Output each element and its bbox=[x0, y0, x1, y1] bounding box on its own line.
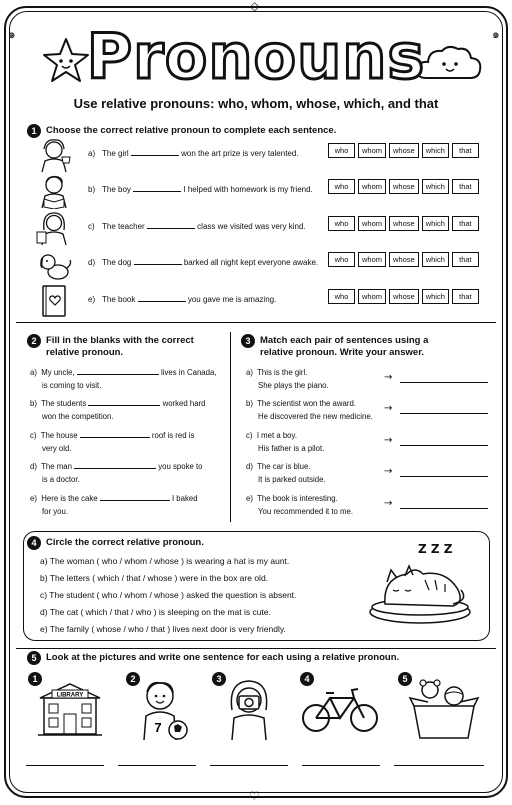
option-which[interactable]: which bbox=[422, 143, 449, 158]
blank-line[interactable] bbox=[74, 468, 156, 469]
fill-in-item: c) The house roof is red is very old. bbox=[30, 431, 195, 453]
fill-in-item: b) The students worked hard won the competition. bbox=[30, 399, 206, 421]
arrow-right-icon: → bbox=[384, 498, 393, 509]
sleep-zzz-icon: Z Z Z bbox=[418, 542, 453, 556]
option-whose[interactable]: whose bbox=[389, 252, 419, 267]
section-number: 1 bbox=[27, 124, 41, 138]
item-label: b) bbox=[88, 185, 96, 194]
item-label: c) bbox=[88, 222, 95, 231]
option-which[interactable]: which bbox=[422, 216, 449, 231]
option-whose[interactable]: whose bbox=[389, 143, 419, 158]
bicycle-icon bbox=[300, 684, 380, 736]
book-icon bbox=[36, 283, 72, 319]
picture-number: 3 bbox=[212, 672, 226, 686]
section-2-heading: 2 Fill in the blanks with the correct relative pronoun. bbox=[27, 335, 227, 361]
answer-line[interactable] bbox=[394, 765, 484, 766]
option-which[interactable]: which bbox=[422, 252, 449, 267]
options-group bbox=[328, 179, 479, 194]
sentence: The boy I helped with homework is my friend. bbox=[102, 185, 313, 194]
section-3-heading: 3 Match each pair of sentences using a relative pronoun. Write your answer. bbox=[241, 335, 491, 361]
option-that[interactable]: that bbox=[452, 179, 479, 194]
sentence: The teacher class we visited was very kind. bbox=[102, 222, 306, 231]
dog-icon bbox=[36, 246, 72, 282]
option-which[interactable]: which bbox=[422, 289, 449, 304]
sentence: The dog barked all night kept everyone awake. bbox=[102, 258, 319, 267]
option-whose[interactable]: whose bbox=[389, 216, 419, 231]
item-label: d) bbox=[88, 258, 96, 267]
option-that[interactable]: that bbox=[452, 143, 479, 158]
blank-line[interactable] bbox=[100, 500, 170, 501]
picture-number: 4 bbox=[300, 672, 314, 686]
match-item: b) The scientist won the award. He discovered the new medicine. bbox=[246, 399, 373, 421]
option-whom[interactable]: whom bbox=[358, 179, 386, 194]
option-whom[interactable]: whom bbox=[358, 216, 386, 231]
option-that[interactable]: that bbox=[452, 216, 479, 231]
section-number: 5 bbox=[27, 651, 41, 665]
question-row bbox=[0, 137, 512, 173]
item-label: e) bbox=[88, 295, 96, 304]
sleeping-cat-icon bbox=[365, 560, 475, 626]
option-who[interactable]: who bbox=[328, 179, 355, 194]
section-number: 2 bbox=[27, 334, 41, 348]
options-group bbox=[328, 216, 479, 231]
girl-with-trophy-icon bbox=[36, 137, 72, 173]
question-row bbox=[0, 210, 512, 246]
library-sign-text: LIBRARY bbox=[56, 692, 84, 699]
circle-item[interactable]: c) The student ( who / whom / whose ) asked the question is absent. bbox=[40, 590, 297, 600]
boy-with-ball-icon bbox=[136, 678, 190, 742]
page-subtitle: Use relative pronouns: who, whom, whose, which, and that bbox=[73, 96, 439, 111]
answer-line[interactable] bbox=[302, 765, 380, 766]
boy-reading-icon bbox=[36, 173, 72, 209]
question-row bbox=[0, 246, 512, 282]
divider bbox=[16, 322, 496, 323]
heart-ornament-icon: ♡ bbox=[249, 789, 260, 803]
option-whom[interactable]: whom bbox=[358, 252, 386, 267]
options-group bbox=[328, 143, 479, 158]
section-4-heading: 4 Circle the correct relative pronoun. bbox=[27, 537, 327, 551]
sentence: The book you gave me is amazing. bbox=[102, 295, 277, 304]
answer-line[interactable] bbox=[400, 508, 488, 509]
match-item: e) The book is interesting. You recommended it to me. bbox=[246, 494, 354, 516]
circle-item[interactable]: e) The family ( whose / who / that ) lives next door is very friendly. bbox=[40, 624, 286, 634]
circle-item[interactable]: a) The woman ( who / whom / whose ) is wearing a hat is my aunt. bbox=[40, 556, 290, 566]
blank-line[interactable] bbox=[138, 301, 186, 302]
blank-line[interactable] bbox=[147, 228, 195, 229]
section-number: 4 bbox=[27, 536, 41, 550]
match-item: a) This is the girl. She plays the piano. bbox=[246, 368, 329, 390]
answer-line[interactable] bbox=[210, 765, 288, 766]
section-1-heading: 1 Choose the correct relative pronoun to complete each sentence. bbox=[27, 125, 487, 139]
blank-line[interactable] bbox=[77, 374, 159, 375]
section-5-heading: 5 Look at the pictures and write one sentence for each using a relative pronoun. bbox=[27, 652, 467, 666]
match-item: c) I met a boy. His father is a pilot. bbox=[246, 431, 325, 453]
blank-line[interactable] bbox=[134, 264, 182, 265]
arrow-right-icon: → bbox=[384, 435, 393, 446]
circle-item[interactable]: b) The letters ( which / that / whose ) were in the box are old. bbox=[40, 573, 269, 583]
option-which[interactable]: which bbox=[422, 179, 449, 194]
option-who[interactable]: who bbox=[328, 289, 355, 304]
option-whose[interactable]: whose bbox=[389, 179, 419, 194]
option-that[interactable]: that bbox=[452, 289, 479, 304]
divider bbox=[16, 648, 496, 649]
answer-line[interactable] bbox=[400, 413, 488, 414]
option-that[interactable]: that bbox=[452, 252, 479, 267]
answer-line[interactable] bbox=[118, 765, 196, 766]
teacher-icon bbox=[36, 210, 72, 246]
option-whom[interactable]: whom bbox=[358, 143, 386, 158]
question-row bbox=[0, 173, 512, 209]
swirl-ornament-icon: ๑ bbox=[8, 27, 16, 41]
diamond-ornament-icon: ◇ bbox=[250, 0, 260, 13]
divider bbox=[230, 332, 231, 522]
blank-line[interactable] bbox=[131, 155, 179, 156]
answer-line[interactable] bbox=[400, 382, 488, 383]
blank-line[interactable] bbox=[133, 191, 181, 192]
swirl-ornament-icon: ๑ bbox=[492, 27, 500, 41]
blank-line[interactable] bbox=[80, 437, 150, 438]
item-label: a) bbox=[88, 149, 96, 158]
circle-item[interactable]: d) The cat ( which / that / who ) is sleeping on the mat is cute. bbox=[40, 607, 271, 617]
section-number: 3 bbox=[241, 334, 255, 348]
picture-number: 5 bbox=[398, 672, 412, 686]
option-who[interactable]: who bbox=[328, 252, 355, 267]
option-who[interactable]: who bbox=[328, 143, 355, 158]
option-whom[interactable]: whom bbox=[358, 289, 386, 304]
options-group bbox=[328, 252, 479, 267]
arrow-right-icon: → bbox=[384, 403, 393, 414]
match-item: d) The car is blue. It is parked outside. bbox=[246, 462, 326, 484]
option-who[interactable]: who bbox=[328, 216, 355, 231]
answer-line[interactable] bbox=[400, 445, 488, 446]
answer-line[interactable] bbox=[400, 476, 488, 477]
answer-line[interactable] bbox=[26, 765, 104, 766]
fill-in-item: a) My uncle, lives in Canada, is coming to visit. bbox=[30, 368, 217, 390]
library-icon bbox=[36, 680, 104, 738]
page-title: Pronouns bbox=[86, 20, 426, 93]
toy-box-icon bbox=[408, 678, 480, 742]
arrow-right-icon: → bbox=[384, 466, 393, 477]
picture-number: 2 bbox=[126, 672, 140, 686]
arrow-right-icon: → bbox=[384, 372, 393, 383]
girl-with-camera-icon bbox=[224, 676, 274, 742]
fill-in-item: e) Here is the cake I baked for you. bbox=[30, 494, 198, 516]
option-whose[interactable]: whose bbox=[389, 289, 419, 304]
options-group bbox=[328, 289, 479, 304]
blank-line[interactable] bbox=[88, 405, 160, 406]
fill-in-item: d) The man you spoke to is a doctor. bbox=[30, 462, 203, 484]
question-row bbox=[0, 283, 512, 319]
picture-number: 1 bbox=[28, 672, 42, 686]
sentence: The girl won the art prize is very talented. bbox=[102, 149, 299, 158]
jersey-number: 7 bbox=[154, 720, 162, 735]
